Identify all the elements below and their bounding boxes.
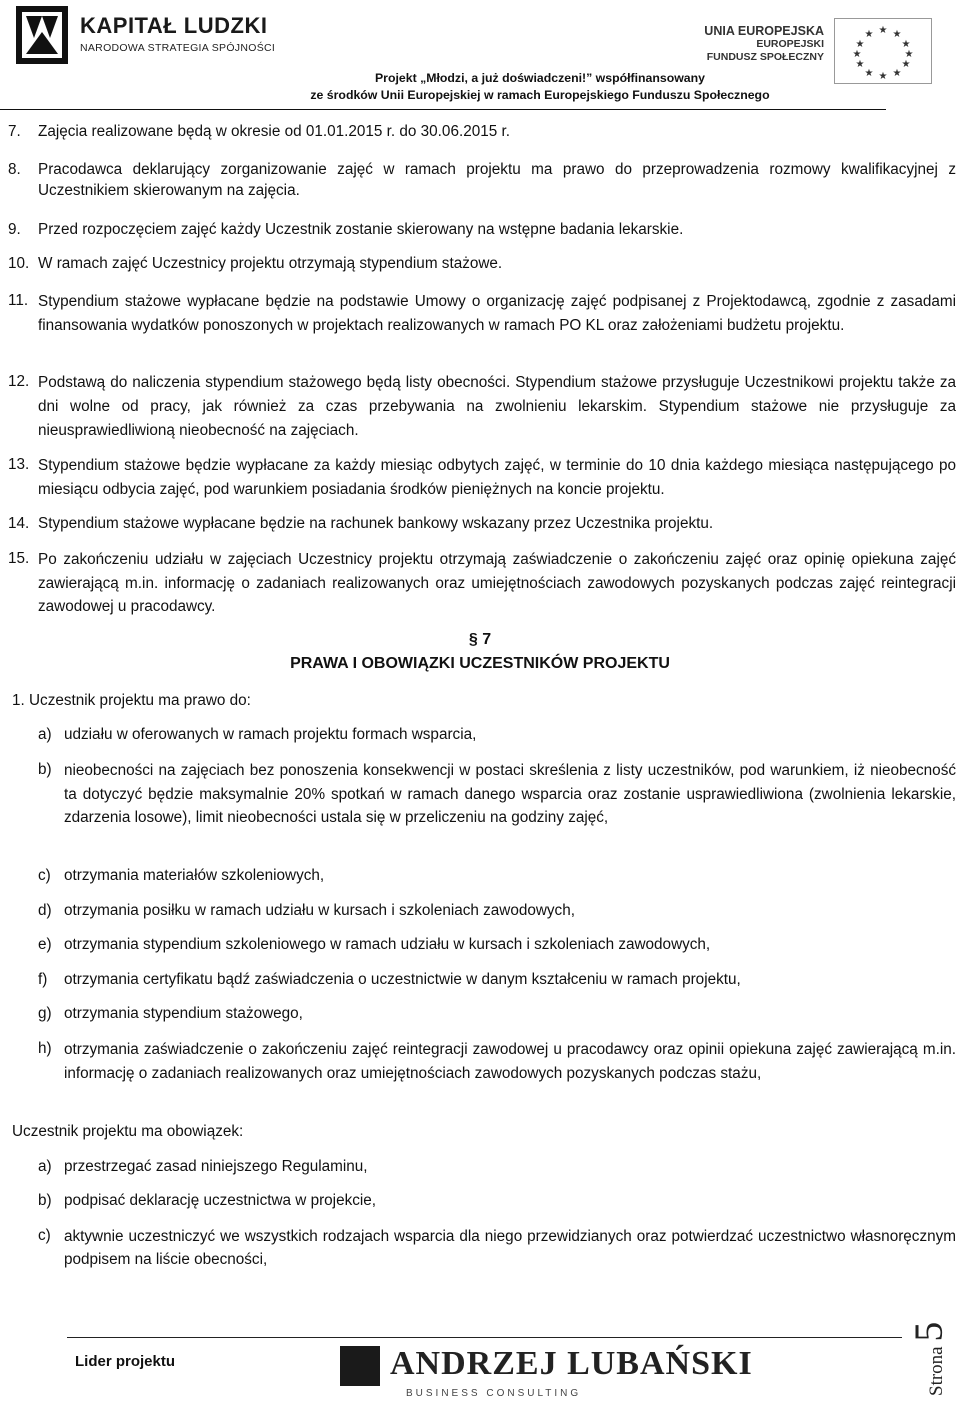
item-text: W ramach zajęć Uczestnicy projektu otrzymają stypendium stażowe. [38, 255, 503, 272]
svg-text:★: ★ [892, 29, 902, 40]
item-number: 7. [8, 123, 21, 140]
item-text: Stypendium stażowe wypłacane będzie na rachunek bankowy wskazany przez Uczestnika projektu. [38, 515, 714, 532]
project-info-line-2: ze środków Unii Europejskiej w ramach Europejskiego Funduszu Społecznego [310, 88, 770, 102]
eu-line-1: UNIA EUROPEJSKA [704, 24, 824, 38]
item-letter: b) [38, 1192, 52, 1209]
item-text: otrzymania stypendium stażowego, [64, 1005, 303, 1022]
eu-text [704, 24, 824, 64]
item-letter: f) [38, 971, 48, 988]
item-text: Pracodawca deklarujący zorganizowanie zajęć w ramach projektu ma prawo do przeprowadzenia rozmowy kwalifikacyjnej z Uczestnikiem skierowanym na zajęcia. [38, 161, 956, 199]
item-text: Stypendium stażowe będzie wypłacane za każdy miesiąc odbytych zajęć, w terminie do 10 dnia każdego miesiąca następującego po miesiącu odbycia zajęć, pod warunkiem posiadania środków pieniężnych na koncie projektu. [38, 457, 956, 498]
svg-text:★: ★ [892, 68, 902, 79]
svg-text:★: ★ [855, 39, 865, 50]
item-letter: b) [38, 761, 52, 778]
svg-text:★: ★ [852, 49, 862, 60]
footer-leader-label: Lider projektu [75, 1353, 176, 1370]
svg-text:★: ★ [904, 49, 914, 60]
svg-text:★: ★ [901, 59, 911, 70]
item-text: aktywnie uczestniczyć we wszystkich rodzajach wsparcia dla niego przewidzianych oraz potwierdzać uczestnictwo własnoręcznym podpisem na liście obecności, [64, 1228, 956, 1268]
svg-text:★: ★ [864, 68, 874, 79]
item-text: udziału w oferowanych w ramach projektu formach wsparcia, [64, 726, 477, 743]
item-number: 14. [8, 515, 30, 532]
project-info [310, 70, 770, 104]
company-name: ANDRZEJ LUBAŃSKI [390, 1345, 753, 1382]
kapital-ludzki-logo [12, 4, 276, 66]
item-text: Przed rozpoczęciem zajęć każdy Uczestnik zostanie skierowany na wstępne badania lekarskie. [38, 221, 684, 238]
eu-logo [702, 18, 942, 82]
section-title: PRAWA I OBOWIĄZKI UCZESTNIKÓW PROJEKTU [290, 655, 670, 672]
item-text: przestrzegać zasad niniejszego Regulaminu, [64, 1158, 368, 1175]
andrzej-lubanski-logo [340, 1342, 753, 1406]
svg-text:★: ★ [878, 25, 888, 36]
eu-line-3: FUNDUSZ SPOŁECZNY [706, 51, 824, 63]
item-letter: a) [38, 1158, 52, 1175]
item-letter: d) [38, 902, 52, 919]
page-number: 5 [906, 1321, 951, 1342]
item-text: otrzymania stypendium szkoleniowego w ramach udziału w kursach i szkoleniach zawodowych, [64, 936, 711, 953]
item-letter: g) [38, 1005, 52, 1022]
svg-text:★: ★ [878, 71, 888, 82]
page-number-label [906, 1321, 951, 1396]
svg-text:★: ★ [901, 39, 911, 50]
item-text: otrzymania posiłku w ramach udziału w kursach i szkoleniach zawodowych, [64, 902, 575, 919]
item-number: 9. [8, 221, 21, 238]
item-text: Zajęcia realizowane będą w okresie od 01.01.2015 r. do 30.06.2015 r. [38, 123, 510, 140]
item-number: 8. [8, 161, 21, 178]
footer-divider [67, 1337, 902, 1338]
kapital-ludzki-emblem-icon [12, 4, 72, 66]
section-symbol: § 7 [468, 631, 492, 648]
project-info-line-1: Projekt „Młodzi, a już doświadczeni!” współfinansowany [374, 71, 705, 85]
kapital-ludzki-title: KAPITAŁ LUDZKI [80, 13, 268, 38]
company-tagline: BUSINESS CONSULTING [406, 1388, 582, 1399]
item-number: 12. [8, 373, 30, 390]
rights-intro: 1. Uczestnik projektu ma prawo do: [12, 692, 251, 709]
item-letter: e) [38, 936, 52, 953]
item-letter: c) [38, 1227, 51, 1244]
item-number: 13. [8, 456, 30, 473]
item-number: 11. [8, 292, 29, 309]
item-text: Po zakończeniu udziału w zajęciach Uczestnicy projektu otrzymają zaświadczenie o zakończeniu zajęć oraz opinię opiekuna zajęć zawierającą m.in. informację o zadaniach realizowanych oraz umiejętnościach zawodowych pozyskanych podczas zajęć reintegracji zawodowej u pracodawcy. [38, 551, 956, 615]
item-letter: c) [38, 867, 51, 884]
svg-text:★: ★ [864, 29, 874, 40]
item-text: nieobecności na zajęciach bez ponoszenia konsekwencji w postaci skreślenia z listy uczestników, pod warunkiem, iż nieobecność ta dotyczyć będzie maksymalnie 20% spotkań w ramach danego wsparcia oraz zostanie usprawiedliwiona (zwolnienia lekarskie, zdarzenia losowe), limit nieobecności ustala się w przeliczeniu na godziny zajęć, [64, 762, 956, 826]
eu-flag-icon [834, 18, 932, 84]
page-header [0, 0, 960, 110]
item-text: podpisać deklarację uczestnictwa w projekcie, [64, 1192, 377, 1209]
duties-intro: Uczestnik projektu ma obowiązek: [12, 1123, 244, 1140]
kapital-ludzki-subtitle: NARODOWA STRATEGIA SPÓJNOŚCI [80, 42, 276, 54]
item-number: 15. [8, 550, 30, 567]
page-label: Strona [926, 1346, 947, 1396]
eu-line-2: EUROPEJSKI [756, 38, 824, 50]
company-logo-mark-icon [340, 1346, 380, 1386]
item-text: Podstawą do naliczenia stypendium stażowego będą listy obecności. Stypendium stażowe przysługuje Uczestnikowi projektu także za dni wolne od pracy, jak również za czas przebywania na zwolnieniu lekarskim. Stypendium stażowe nie przysługuje za nieusprawiedliwioną nieobecność na zajęciach. [38, 374, 956, 439]
item-text: otrzymania materiałów szkoleniowych, [64, 867, 325, 884]
item-number: 10. [8, 255, 30, 272]
item-text: Stypendium stażowe wypłacane będzie na podstawie Umowy o organizację zajęć podpisanej z Projektodawcą, zgodnie z zasadami finansowania wydatków ponoszonych w projektach realizowanych w ramach PO KL oraz założeniami budżetu projektu. [38, 293, 956, 334]
item-text: otrzymania certyfikatu bądź zaświadczenia o uczestnictwie w danym kształceniu w ramach projektu, [64, 971, 741, 988]
item-letter: a) [38, 726, 52, 743]
item-letter: h) [38, 1040, 52, 1057]
header-divider [0, 109, 886, 110]
item-text: otrzymania zaświadczenie o zakończeniu zajęć reintegracji zawodowej u pracodawcy oraz opinii opiekuna zajęć zawierającą m.in. informację o zadaniach realizowanych oraz umiejętnościach zawodowych pozyskanych podczas stażu, [64, 1041, 956, 1082]
svg-text:★: ★ [855, 59, 865, 70]
